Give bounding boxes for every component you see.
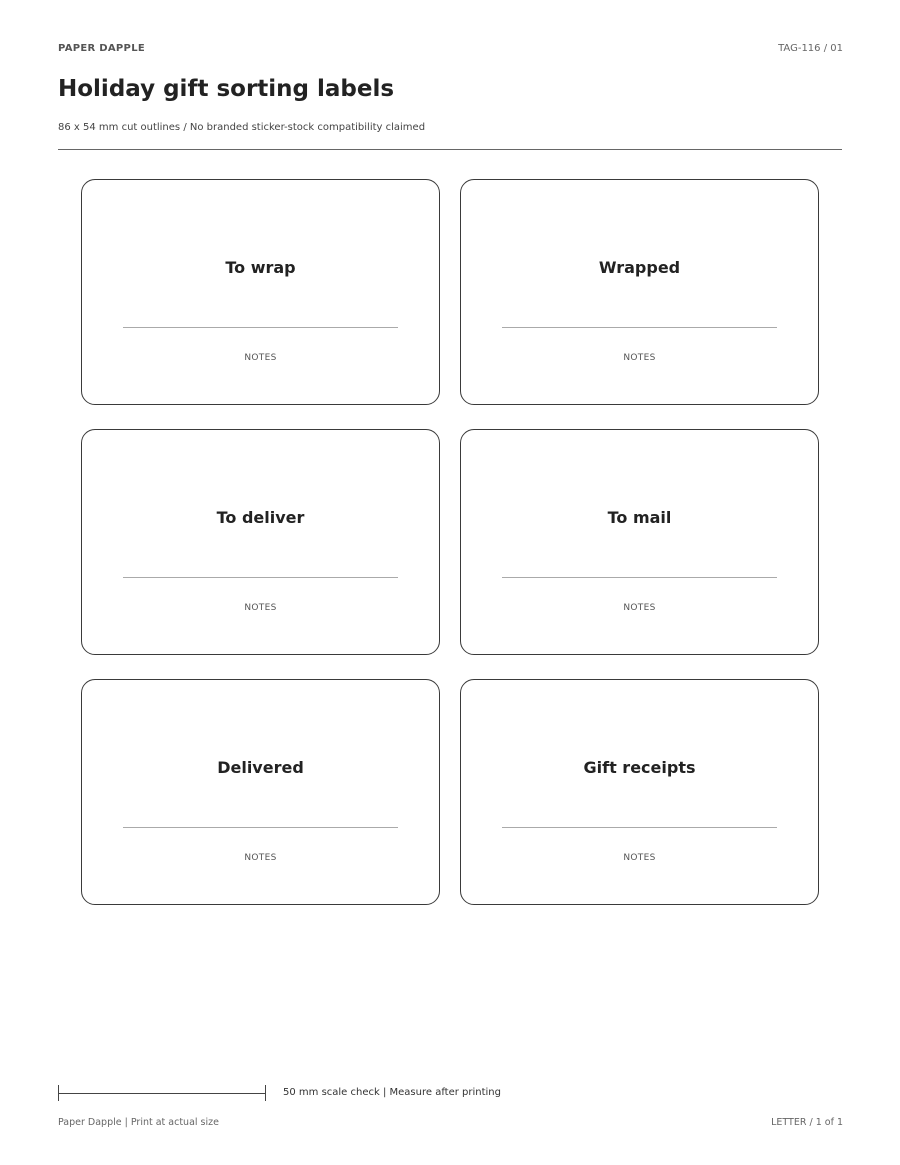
- label-notes-caption: NOTES: [244, 353, 277, 363]
- label-title: Delivered: [217, 758, 304, 777]
- document-code: TAG-116 / 01: [778, 43, 843, 54]
- label-title: To wrap: [225, 258, 296, 277]
- brand-name: PAPER DAPPLE: [58, 43, 145, 54]
- scale-tick-end: [265, 1085, 266, 1101]
- label-title: Gift receipts: [583, 758, 696, 777]
- label-write-line: [502, 827, 777, 828]
- label-notes-caption: NOTES: [623, 353, 656, 363]
- scale-line: [58, 1093, 266, 1094]
- label-notes-caption: NOTES: [244, 853, 277, 863]
- scale-check-text: 50 mm scale check | Measure after printing: [283, 1087, 501, 1098]
- label-notes-caption: NOTES: [244, 603, 277, 613]
- page-indicator: LETTER / 1 of 1: [771, 1117, 843, 1128]
- label-notes-caption: NOTES: [623, 853, 656, 863]
- footer-note: Paper Dapple | Print at actual size: [58, 1117, 219, 1128]
- page-title: Holiday gift sorting labels: [58, 76, 395, 102]
- label-write-line: [123, 577, 398, 578]
- scale-check-bar: [58, 1085, 266, 1101]
- label-card: [460, 429, 819, 655]
- label-write-line: [123, 327, 398, 328]
- label-notes-caption: NOTES: [623, 603, 656, 613]
- label-card: [460, 179, 819, 405]
- label-title: To deliver: [216, 508, 305, 527]
- page-subtitle: 86 x 54 mm cut outlines / No branded sticker-stock compatibility claimed: [58, 122, 426, 133]
- label-title: Wrapped: [598, 258, 681, 277]
- label-sheet: [81, 179, 819, 905]
- label-card: [81, 179, 440, 405]
- label-card: [81, 679, 440, 905]
- header-divider: [58, 149, 842, 150]
- label-write-line: [502, 327, 777, 328]
- label-write-line: [123, 827, 398, 828]
- label-title: To mail: [607, 508, 672, 527]
- label-card: [81, 429, 440, 655]
- label-write-line: [502, 577, 777, 578]
- label-card: [460, 679, 819, 905]
